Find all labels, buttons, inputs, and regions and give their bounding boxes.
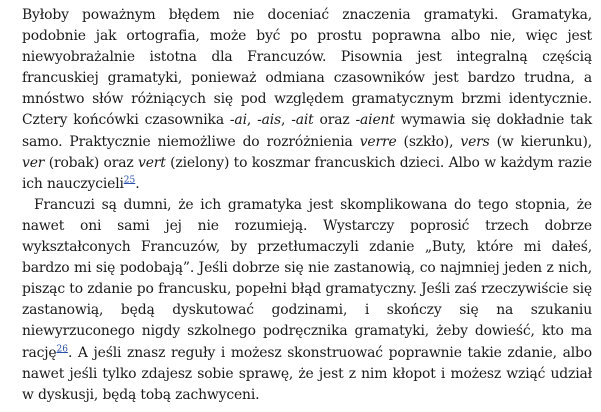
italic-word: vers bbox=[460, 133, 490, 150]
text-run: (robak) oraz bbox=[44, 154, 138, 171]
italic-ending: -ais bbox=[257, 112, 282, 129]
text-run: wymawia się dokładnie tak samo. Praktycznie niemożliwe do rozróżnienia bbox=[22, 112, 593, 150]
text-run: (szkło), bbox=[396, 133, 461, 150]
text-run: , bbox=[246, 112, 258, 129]
text-run: (w kierunku), bbox=[489, 133, 592, 150]
italic-ending: -ai bbox=[229, 112, 247, 129]
text-run: Byłoby poważnym błędem nie doceniać znaczenia gramatyki. Gramatyka, podobnie jak ortografia, może być po prostu poprawna albo nie, więc jest niewyobrażalnie istotna dla Francuzów. Pisownia jest integralną częścią francuskiej gramatyki, ponieważ odmiana czasowników jest bardzo trudna, a mnóstwo słów różniących się pod względem gramatycznym brzmi identycznie. Cztery końcówki czasownika bbox=[22, 7, 592, 129]
italic-ending: -ait bbox=[291, 112, 314, 129]
italic-ending: -aient bbox=[355, 112, 395, 129]
text-run: , bbox=[281, 112, 292, 129]
text-run: oraz bbox=[313, 112, 356, 129]
text-run: . A jeśli znasz reguły i możesz skonstruować poprawnie takie zdanie, albo nawet jeśli tylko zdajesz sobie sprawę, że jest z nim kłopot i możesz wziąć udział w dyskusji, będą tobą zachwyceni. bbox=[22, 344, 592, 403]
paragraph-grammar-importance bbox=[22, 5, 592, 195]
italic-word: ver bbox=[22, 154, 45, 171]
text-run: . bbox=[135, 175, 140, 192]
footnote-link-25[interactable]: 25 bbox=[123, 175, 136, 186]
text-run: Francuzi są dumni, że ich gramatyka jest skomplikowana do tego stopnia, że nawet oni sami jej nie rozumieją. Wystarczy poprosić trzech dobrze wykształconych Francuzów, by przetłumaczyli zdanie „Buty, które mi dałeś, bardzo mi się podobają”. Jeśli dobrze się nie zastanowią, co najmniej jeden z nich, pisząc to zdanie po francusku, popełni błąd gramatyczny. Jeśli zaś rzeczywiście się zastanowią, będą dyskutować godzinami, i skończy się na szukaniu niewyrzuconego nigdy szkolnego podręcznika gramatyki, żeby dowieść, kto ma rację bbox=[22, 196, 592, 361]
italic-word: vert bbox=[138, 154, 166, 171]
italic-word: verre bbox=[359, 133, 397, 150]
paragraph-french-pride bbox=[22, 195, 592, 406]
text-run: (zielony) to koszmar francuskich dzieci. Albo w każdym razie ich nauczycieli bbox=[22, 154, 593, 192]
footnote-link-26[interactable]: 26 bbox=[56, 343, 68, 354]
